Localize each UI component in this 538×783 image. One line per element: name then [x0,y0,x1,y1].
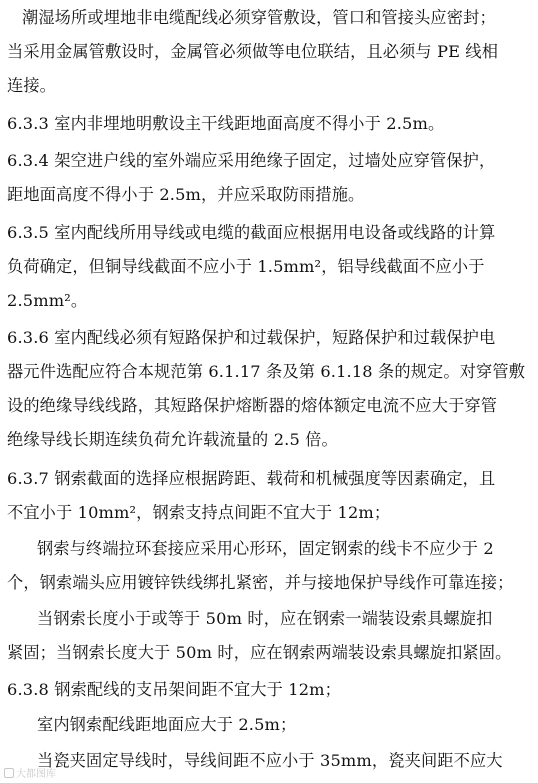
text-line: 2.5mm²。 [7,291,88,310]
text-line: 连接。 [7,76,57,95]
text-line: 负荷确定，但铜导线截面不应小于 1.5mm²，铝导线截面不应小于 [7,257,485,276]
text-line: 紧固；当钢索长度大于 50m 时，应在钢索两端装设索具螺旋扣紧固。 [7,643,512,662]
text-line: 绝缘导线长期连续负荷允许载流量的 2.5 倍。 [7,430,338,449]
text-line: 当钢索长度小于或等于 50m 时，应在钢索一端装设索具螺旋扣 [37,609,493,628]
watermark-logo-icon [4,768,14,778]
text-line: 钢索与终端拉环套接应采用心形环，固定钢索的线卡不应少于 2 [37,539,494,558]
text-line: 当瓷夹固定导线时，导线间距不应小于 35mm，瓷夹间距不应大 [37,751,503,770]
text-line: 设的绝缘导线线路，其短路保护熔断器的熔体额定电流不应大于穿管 [7,396,498,415]
text-line: 6.3.3 室内非埋地明敷设主干线距地面高度不得小于 2.5m。 [7,114,445,133]
text-line: 个，钢索端头应用镀锌铁线绑扎紧密，并与接地保护导线作可靠连接； [7,573,514,592]
text-line: 6.3.8 钢索配线的支吊架间距不宜大于 12m； [7,680,341,699]
text-line: 6.3.7 钢索截面的选择应根据跨距、载荷和机械强度等因素确定，且 [7,469,496,488]
text-line: 潮湿场所或埋地非电缆配线必须穿管敷设，管口和管接头应密封； [22,8,496,27]
text-line: 不宜小于 10mm²，钢索支持点间距不宜大于 12m； [7,503,391,522]
text-line: 6.3.4 架空进户线的室外端应采用绝缘子固定，过墙处应穿管保护， [7,151,496,170]
text-line: 室内钢索配线距地面应大于 2.5m； [37,715,297,734]
watermark [4,765,56,780]
text-line: 器元件选配应符合本规范第 6.1.17 条及第 6.1.18 条的规定。对穿管敷 [7,362,526,381]
watermark-text: 大都图库 [16,769,56,780]
text-line: 距地面高度不得小于 2.5m，并应采取防雨措施。 [7,185,365,204]
text-line: 当采用金属管敷设时，金属管必须做等电位联结，且必须与 PE 线相 [7,42,499,61]
text-line: 6.3.6 室内配线必须有短路保护和过载保护，短路保护和过载保护电 [7,328,496,347]
text-line: 6.3.5 室内配线所用导线或电缆的截面应根据用电设备或线路的计算 [7,223,496,242]
